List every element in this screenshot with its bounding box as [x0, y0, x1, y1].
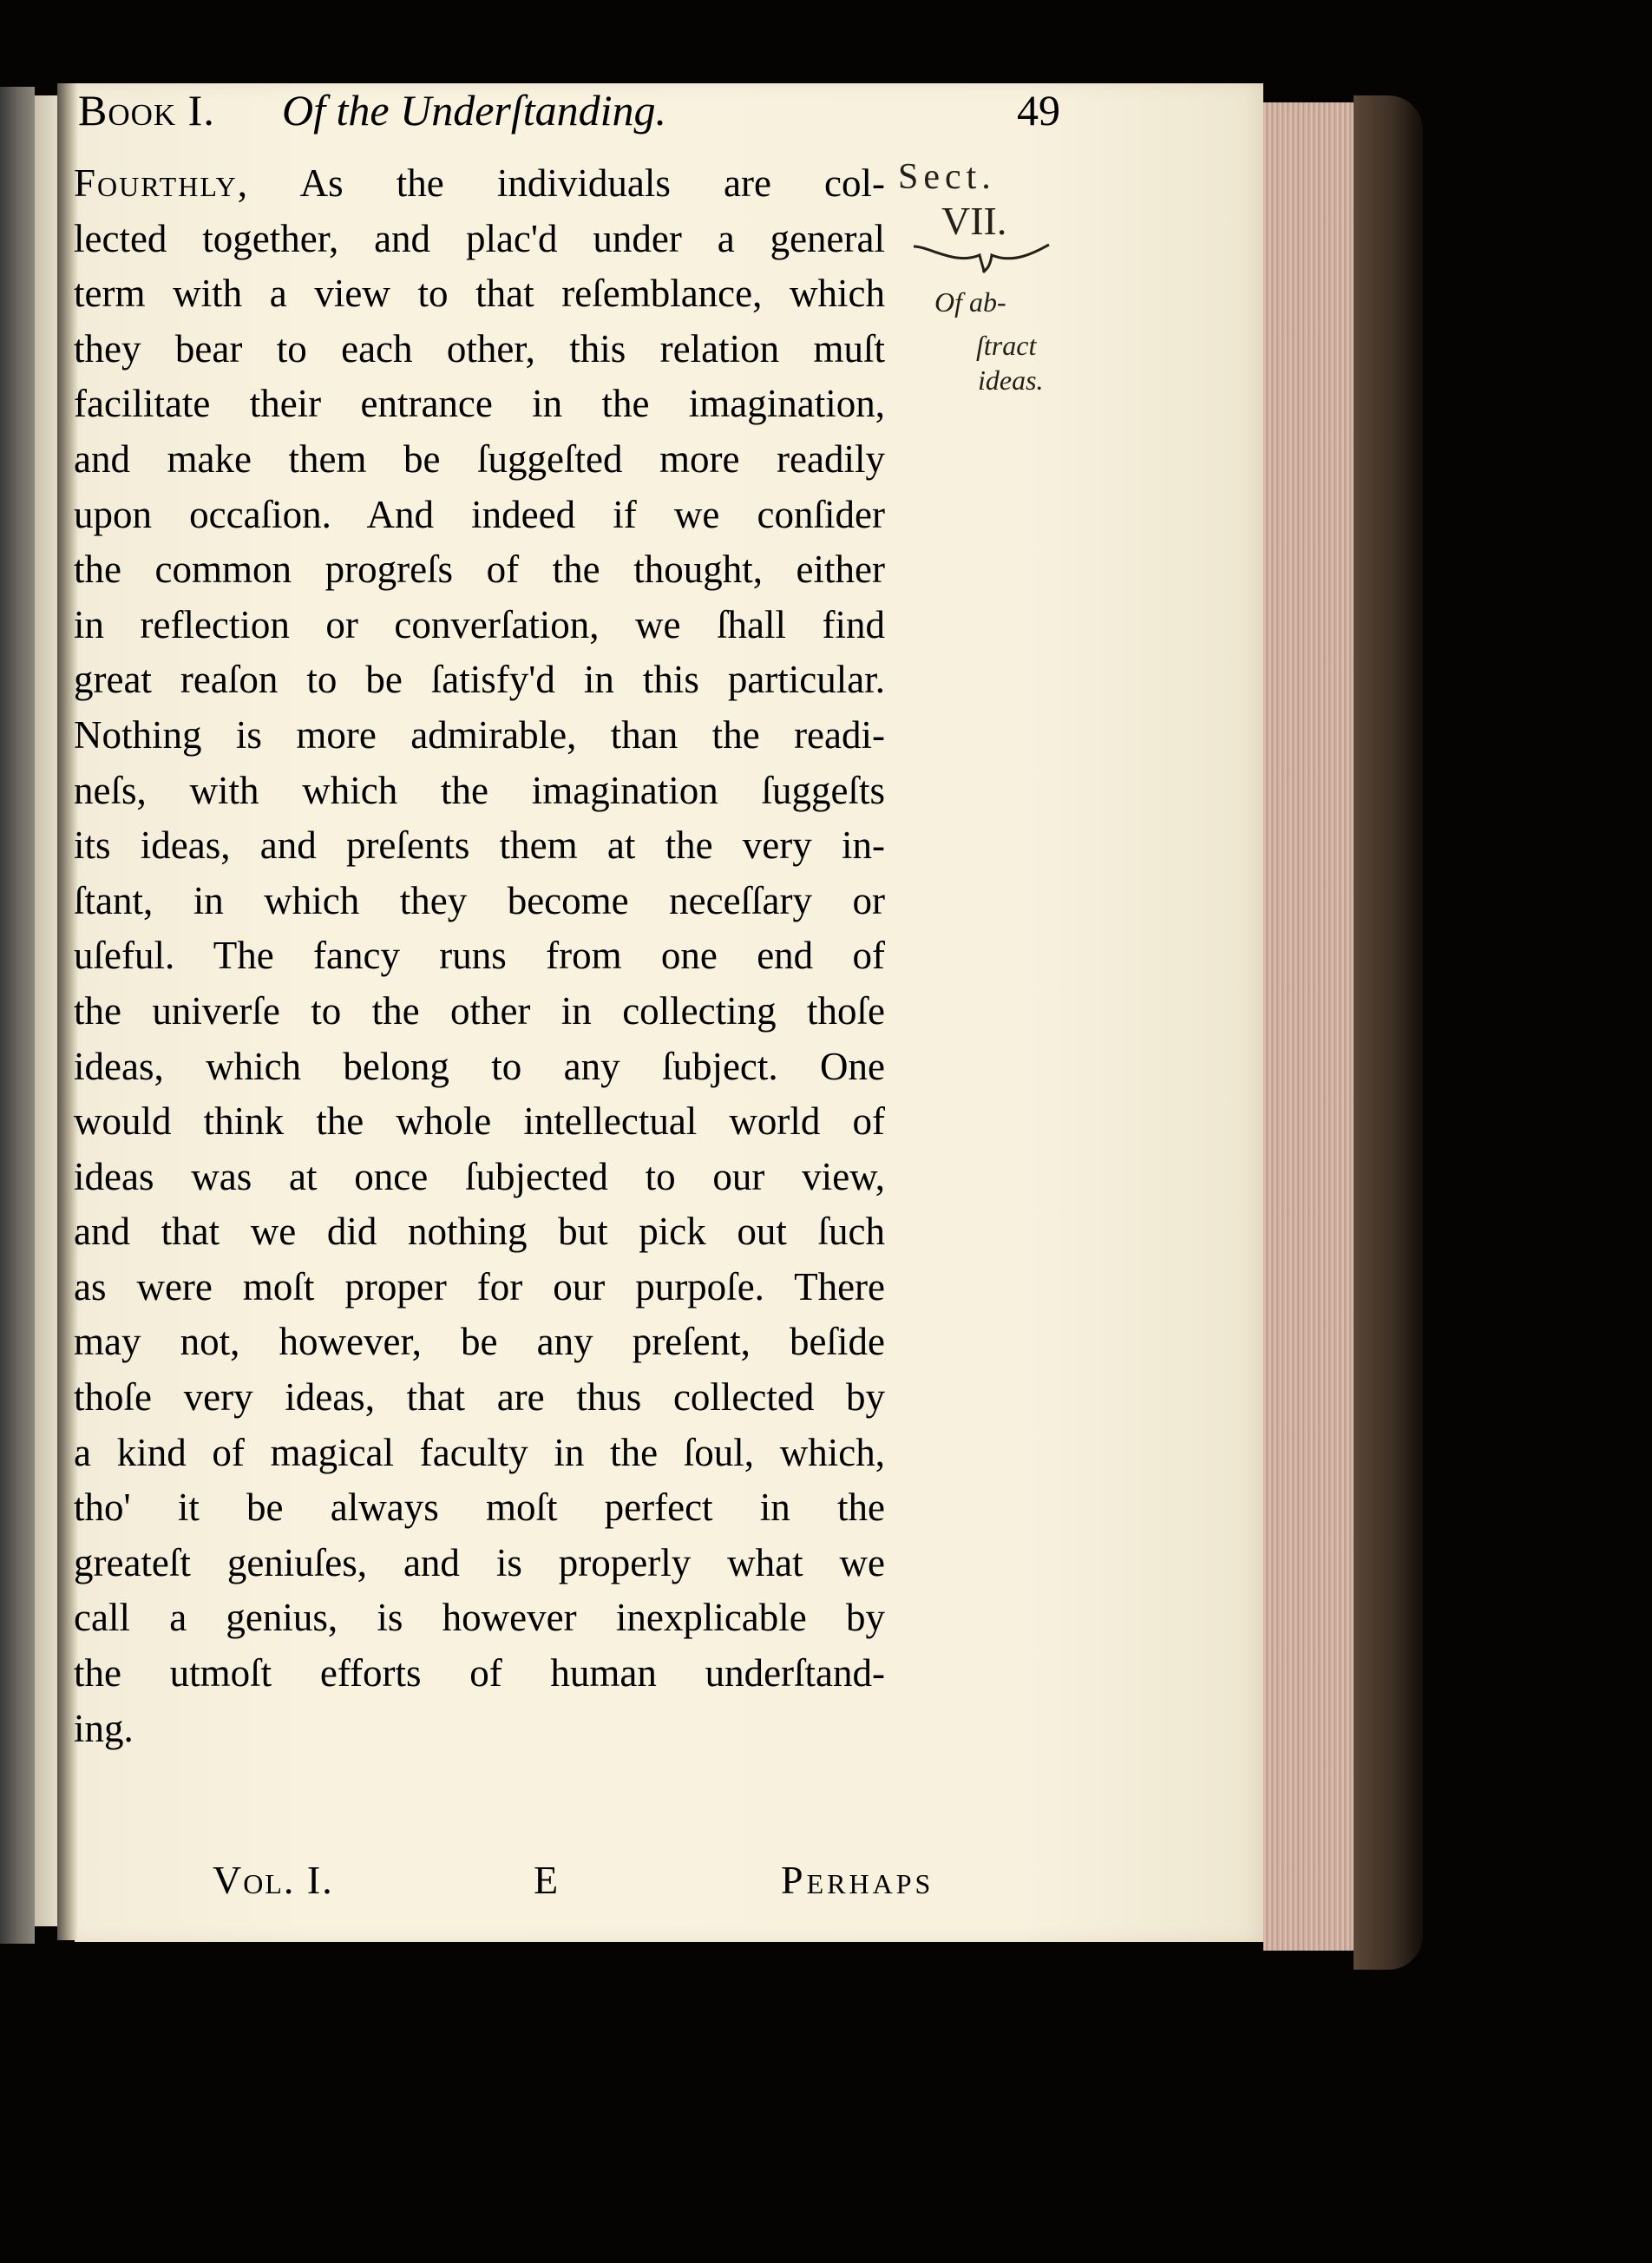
text-line: tho' it be always moſt perfect in the: [74, 1486, 885, 1530]
text-line: and that we did nothing but pick out ſuch: [74, 1210, 885, 1254]
page-edges-stack: [1263, 102, 1367, 1951]
text-line: the univerſe to the other in collecting thoſe: [74, 988, 885, 1033]
note-line-2: ſtract: [976, 330, 1037, 361]
text-line: the common progreſs of the thought, either: [74, 548, 885, 592]
text-line: the utmoſt efforts of human underſtand-: [74, 1651, 885, 1696]
note-line-3: ideas.: [978, 364, 1044, 396]
curly-brace-icon: [912, 243, 1051, 274]
opening-word: Fourthly,: [74, 161, 250, 205]
note-line-1: Of ab-: [934, 286, 1006, 318]
text-line: neſs, with which the imagination ſuggeſts: [74, 768, 885, 812]
body-text: [74, 156, 885, 1756]
text-line: ſtant, in which they become neceſſary or: [74, 878, 885, 922]
signature-mark: E: [534, 1858, 559, 1902]
section-number: VII.: [941, 199, 1007, 243]
text-line: they bear to each other, this relation muſt: [74, 326, 885, 371]
text-line: uſeful. The fancy runs from one end of: [74, 934, 885, 978]
volume-label: Vol. I.: [213, 1858, 334, 1902]
text-line: in reflection or converſation, we ſhall find: [74, 602, 885, 646]
text-line: would think the whole intellectual world of: [74, 1099, 885, 1144]
text-line-1-rest: As the individuals are col-: [249, 161, 885, 205]
text-line: a kind of magical faculty in the ſoul, which,: [74, 1430, 885, 1474]
text-line: and make them be ſuggeſted more readily: [74, 436, 885, 481]
text-line: upon occaſion. And indeed if we conſider: [74, 492, 885, 536]
text-line: Nothing is more admirable, than the readi-: [74, 712, 885, 757]
left-page-edge: [0, 87, 35, 1944]
page-number: 49: [1017, 86, 1060, 134]
page-footer: [74, 1857, 972, 1909]
text-line-1: [74, 156, 885, 212]
catchword: Perhaps: [781, 1858, 934, 1902]
text-line: facilitate their entrance in the imagination,: [74, 382, 885, 426]
text-line: greateſt geniuſes, and is properly what we: [74, 1540, 885, 1584]
text-line: ideas was at once ſubjected to our view,: [74, 1154, 885, 1198]
text-line: call a genius, is however inexplicable by: [74, 1596, 885, 1640]
text-line-final: ing.: [74, 1706, 134, 1750]
section-label: Sect.: [898, 157, 996, 197]
header-book: Book I.: [78, 86, 215, 134]
text-line: lected together, and plac'd under a general: [74, 216, 885, 260]
text-line: thoſe very ideas, that are thus collected by: [74, 1375, 885, 1420]
text-line: term with a view to that reſemblance, which: [74, 272, 885, 316]
book-cover-edge: [1354, 95, 1423, 1970]
header-title: Of the Underſtanding.: [282, 86, 667, 134]
text-line: ideas, which belong to any ſubject. One: [74, 1044, 885, 1088]
running-header: [78, 85, 1102, 154]
text-line: as were moſt proper for our purpoſe. There: [74, 1264, 885, 1309]
text-line: may not, however, be any preſent, beſide: [74, 1320, 885, 1364]
text-line: its ideas, and preſents them at the very in-: [74, 823, 885, 868]
text-line: great reaſon to be ſatisfy'd in this particular.: [74, 658, 885, 702]
